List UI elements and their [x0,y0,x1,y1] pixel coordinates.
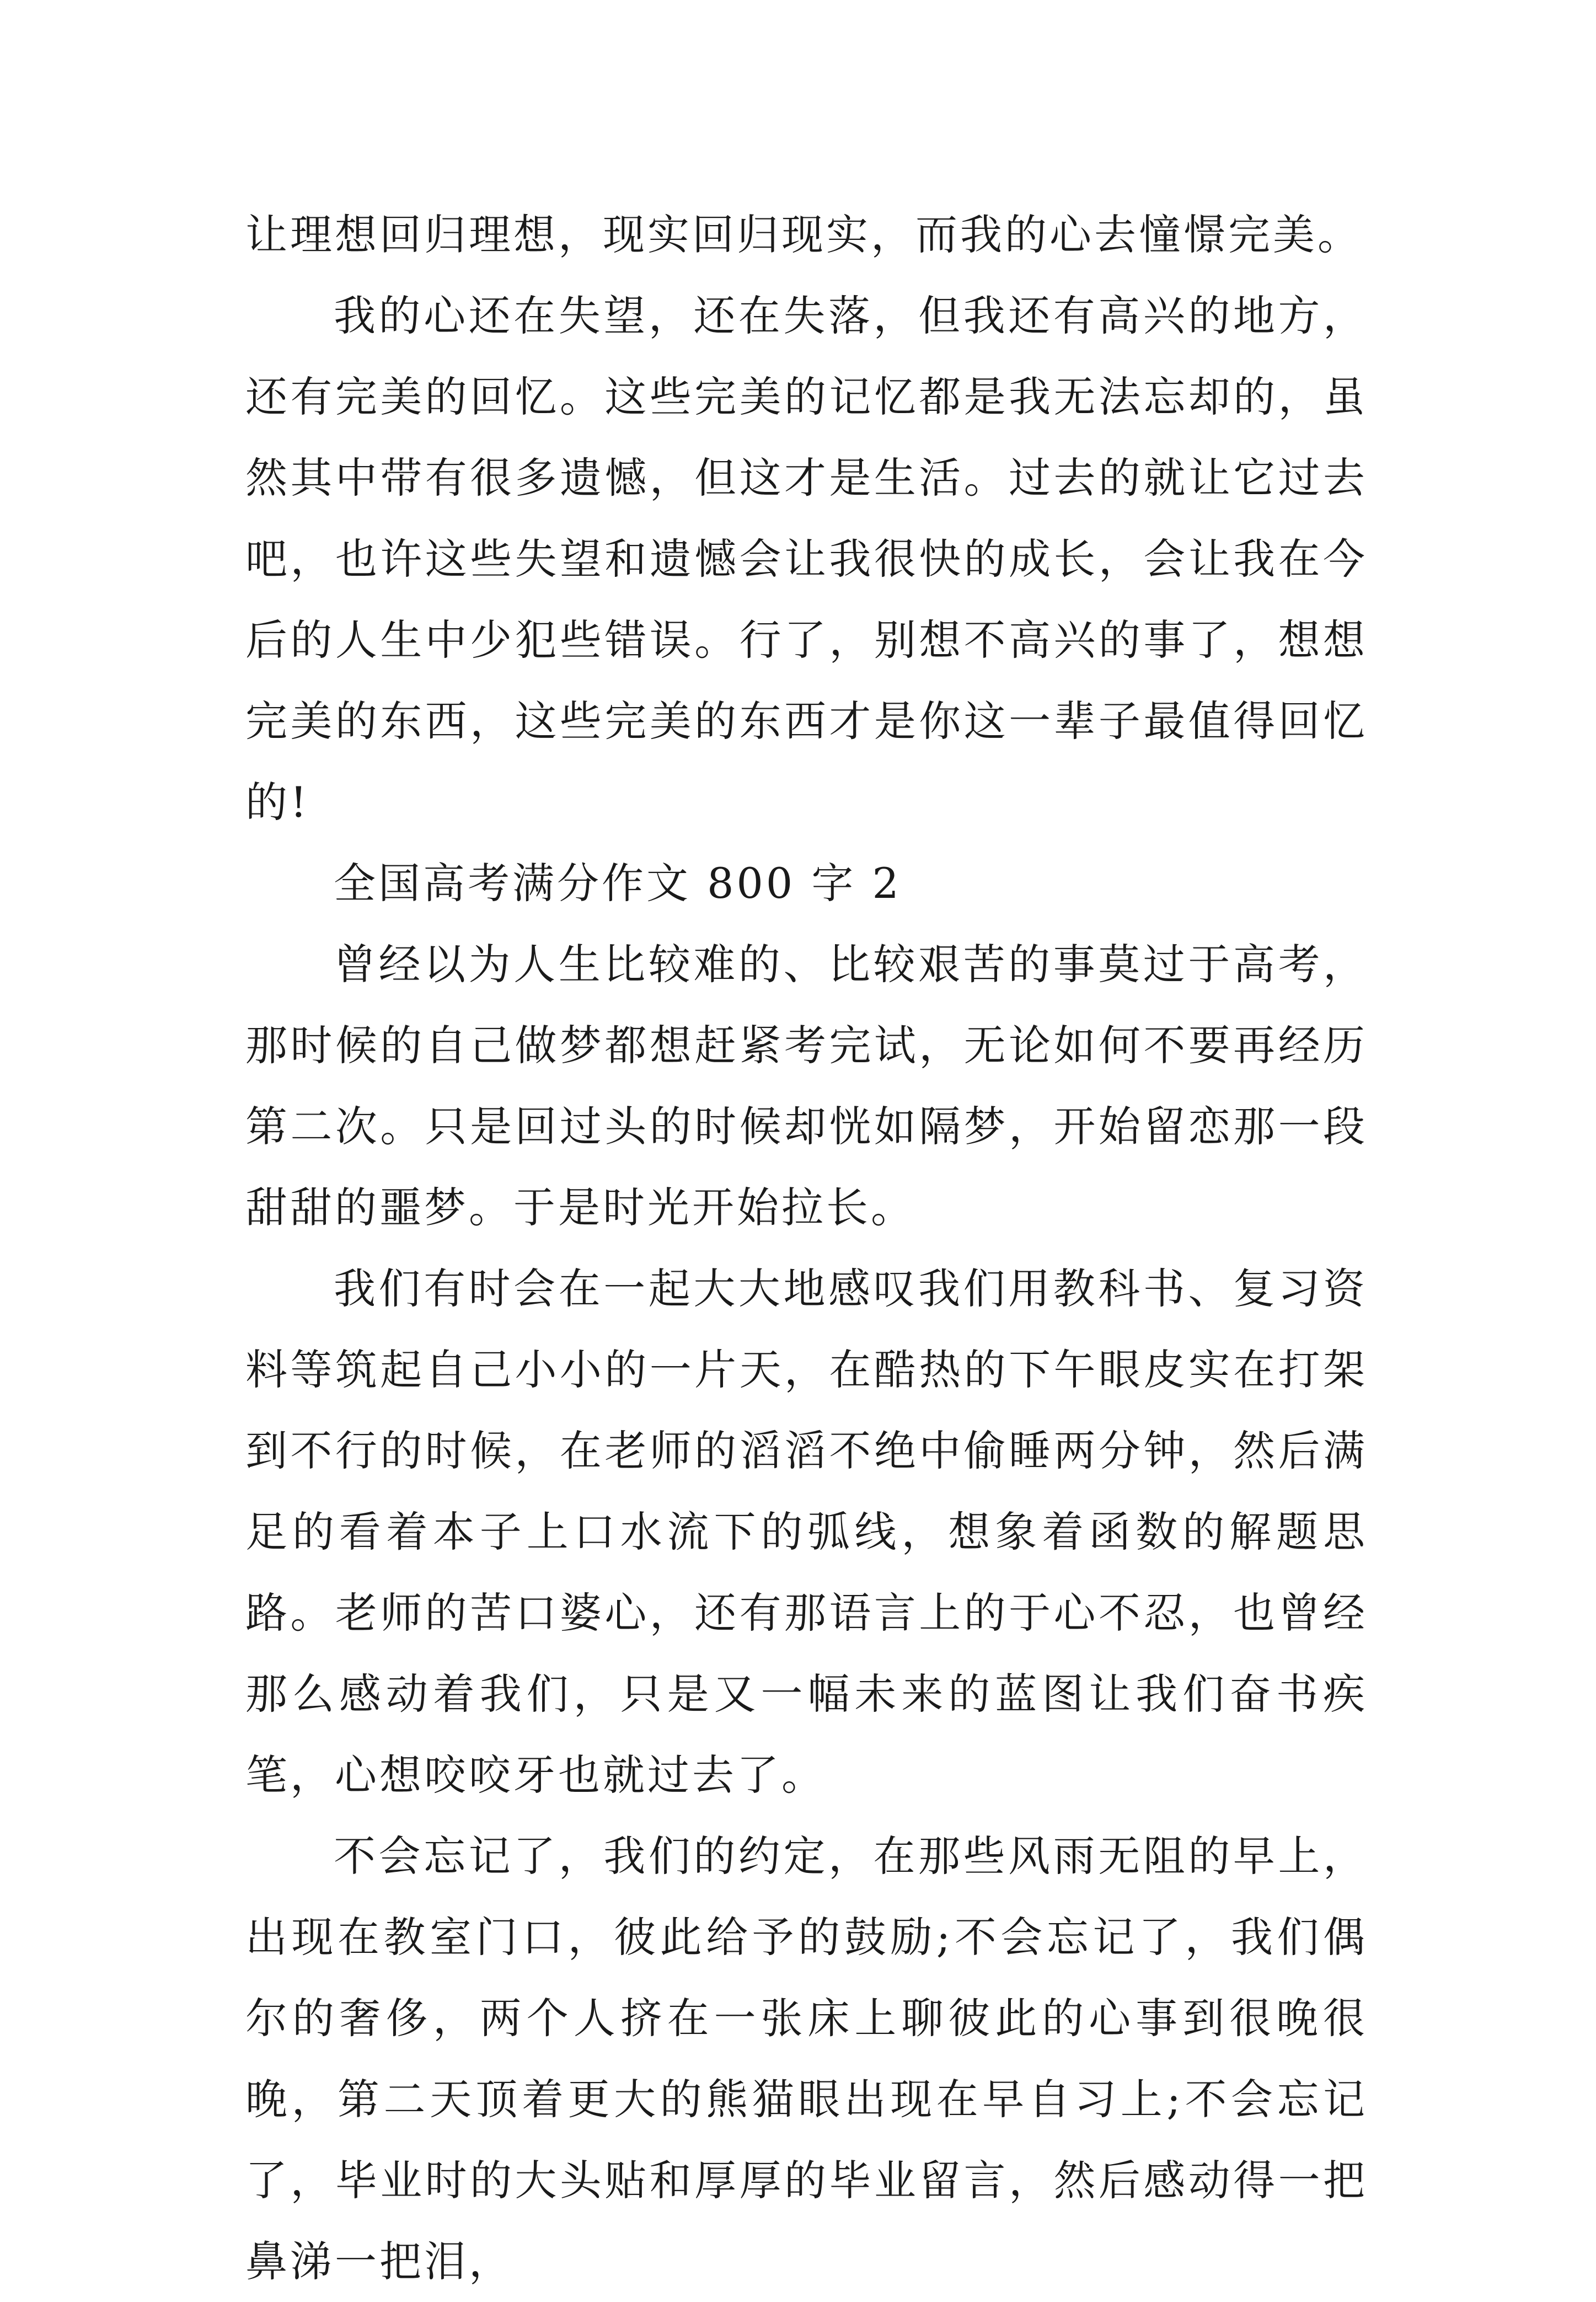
document-body [245,194,1368,2302]
essay-heading: 全国高考满分作文 800 字 2 [334,859,902,908]
paragraph-1: 让理想回归理想，现实回归现实，而我的心去憧憬完美。 [245,210,1362,259]
paragraph-2: 我的心还在失望，还在失落，但我还有高兴的地方，还有完美的回忆。这些完美的记忆都是我无法忘却的，虽然其中带有很多遗憾，但这才是生活。过去的就让它过去吧，也许这些失望和遗憾会让我很快的成长，会让我在今后的人生中少犯些错误。行了，别想不高兴的事了，想想完美的东西，这些完美的东西才是你这一辈子最值得回忆的! [245,291,1368,827]
paragraph-4: 我们有时会在一起大大地感叹我们用教科书、复习资料等筑起自己小小的一片天，在酷热的下午眼皮实在打架到不行的时候，在老师的滔滔不绝中偷睡两分钟，然后满足的看着本子上口水流下的弧线，想象着函数的解题思路。老师的苦口婆心，还有那语言上的于心不忍，也曾经那么感动着我们，只是又一幅未来的蓝图让我们奋书疾笔，心想咬咬牙也就过去了。 [245,1264,1368,1800]
paragraph-3: 曾经以为人生比较难的、比较艰苦的事莫过于高考，那时候的自己做梦都想赶紧考完试，无论如何不要再经历第二次。只是回过头的时候却恍如隔梦，开始留恋那一段甜甜的噩梦。于是时光开始拉长。 [245,940,1368,1232]
paragraph-5: 不会忘记了，我们的约定，在那些风雨无阻的早上，出现在教室门口，彼此给予的鼓励;不会忘记了，我们偶尔的奢侈，两个人挤在一张床上聊彼此的心事到很晚很晚，第二天顶着更大的熊猫眼出现在早自习上;不会忘记了，毕业时的大头贴和厚厚的毕业留言，然后感动得一把鼻涕一把泪， [245,1832,1368,2286]
